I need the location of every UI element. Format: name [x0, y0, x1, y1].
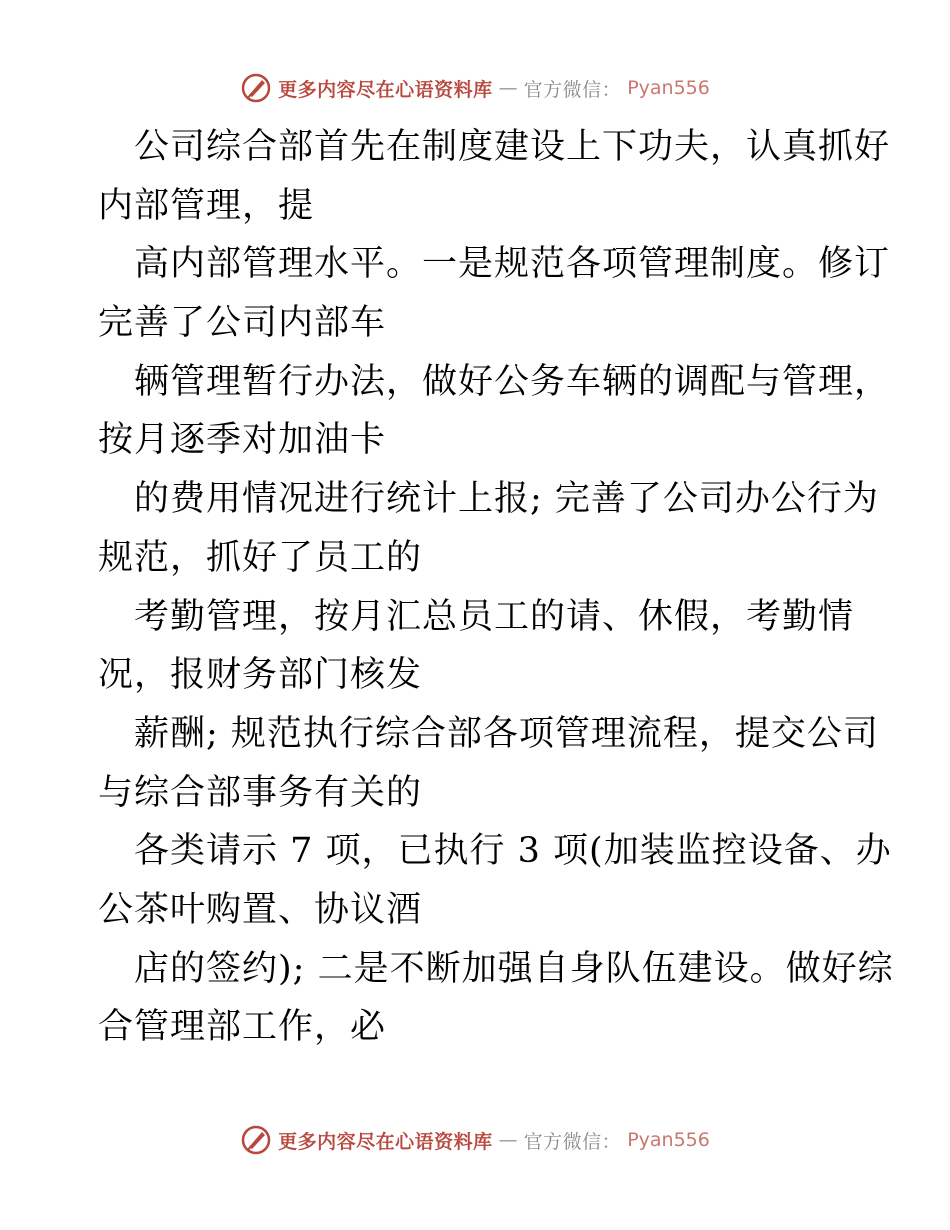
paragraph-line: 公司综合部首先在制度建设上下功夫，认真抓好	[134, 127, 891, 167]
paragraph-line: 考勤管理，按月汇总员工的请、休假，考勤情	[134, 596, 855, 637]
paragraph-line: 店的签约); 二是不断加强自身队伍建设。做好综	[134, 948, 894, 989]
paragraph-line: 况，报财务部门核发	[98, 655, 423, 696]
watermark-official-label: 官方微信：	[523, 78, 622, 101]
watermark-official-label: 官方微信：	[523, 1130, 622, 1153]
paragraph-line: 高内部管理水平。一是规范各项管理制度。修订	[134, 244, 891, 285]
paragraph-line: 辆管理暂行办法，做好公务车辆的调配与管理，	[134, 361, 891, 402]
footer-watermark	[0, 1124, 950, 1156]
quill-pen-logo-icon	[240, 1124, 272, 1156]
watermark-account-id: Pyan556	[627, 77, 710, 99]
paragraph-line: 与综合部事务有关的	[98, 772, 423, 813]
watermark-site-text: 更多内容尽在心语资料库	[278, 1130, 493, 1153]
document-body	[98, 118, 894, 1057]
paragraph-line: 的费用情况进行统计上报; 完善了公司办公行为	[134, 479, 879, 520]
watermark-dash: —	[498, 77, 518, 99]
paragraph-line: 完善了公司内部车	[98, 303, 387, 344]
paragraph-line: 公茶叶购置、协议酒	[98, 889, 423, 930]
watermark-site-text: 更多内容尽在心语资料库	[278, 78, 493, 101]
header-watermark	[0, 72, 950, 104]
paragraph-line: 各类请示 7 项，已执行 3 项(加装监控设备、办	[134, 831, 892, 872]
watermark-dash: —	[498, 1129, 518, 1151]
paragraph-line: 合管理部工作，必	[98, 1007, 387, 1048]
paragraph-line: 薪酬; 规范执行综合部各项管理流程，提交公司	[134, 713, 879, 754]
watermark-account-id: Pyan556	[627, 1129, 710, 1151]
quill-pen-logo-icon	[240, 72, 272, 104]
paragraph-line: 按月逐季对加油卡	[98, 420, 387, 461]
paragraph-line: 内部管理，提	[98, 185, 315, 226]
paragraph-line: 规范，抓好了员工的	[98, 537, 423, 578]
